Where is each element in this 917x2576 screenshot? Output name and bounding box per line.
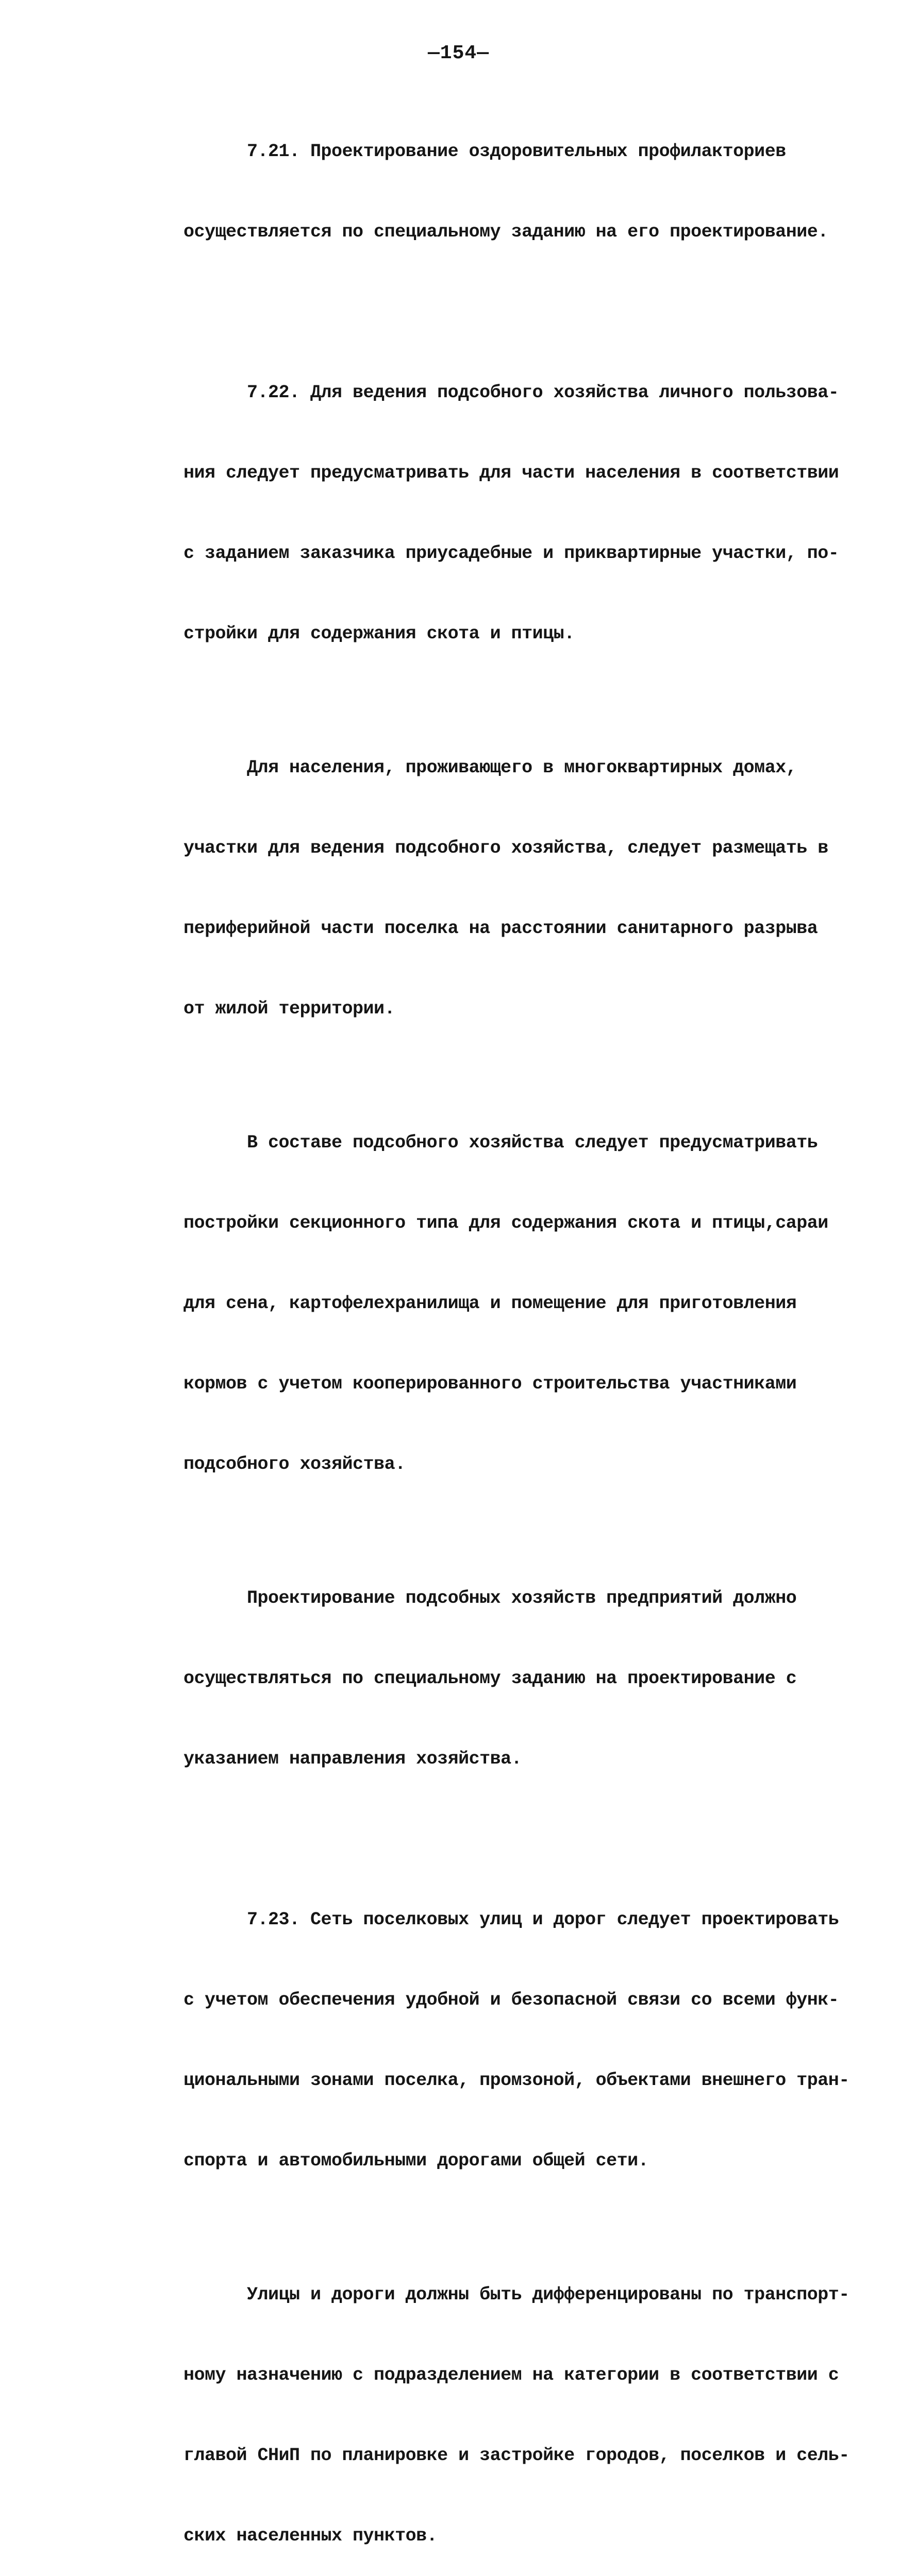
text-line: В составе подсобного хозяйства следует предусматривать — [184, 1132, 818, 1153]
text-line: кормов с учетом кооперированного строительства участниками — [184, 1374, 797, 1394]
text-line: ному назначению с подразделением на категории в соответствии с — [184, 2365, 839, 2385]
text-line: подсобного хозяйства. — [184, 1454, 406, 1475]
section-7-22 — [184, 326, 864, 1826]
text-line: 7.21. Проектирование оздоровительных профилакториев — [184, 141, 786, 162]
paragraph — [184, 1076, 864, 1531]
text-line: постройки секционного типа для содержания скота и птицы,сараи — [184, 1213, 828, 1233]
paragraph — [184, 701, 864, 1076]
page-number: —154— — [427, 42, 490, 64]
document-body — [184, 84, 864, 2576]
text-line: спорта и автомобильными дорогами общей сети. — [184, 2150, 649, 2171]
paragraph — [184, 2228, 864, 2576]
text-line: ния следует предусматривать для части населения в соответствии — [184, 463, 839, 483]
paragraph — [184, 84, 864, 299]
text-line: осуществляться по специальному заданию на проектирование с — [184, 1668, 797, 1689]
text-line: главой СНиП по планировке и застройке городов, поселков и сель- — [184, 2445, 849, 2466]
text-line: 7.23. Сеть поселковых улиц и дорог следует проектировать — [184, 1909, 839, 1930]
text-line: Улицы и дороги должны быть дифференцированы по транспорт- — [184, 2284, 849, 2305]
text-line: указанием направления хозяйства. — [184, 1749, 522, 1769]
text-line: осуществляется по специальному заданию на его проектирование. — [184, 222, 828, 242]
text-line: с заданием заказчика приусадебные и приквартирные участки, по- — [184, 543, 839, 564]
section-7-23 — [184, 1853, 864, 2576]
paragraph — [184, 1531, 864, 1826]
text-line: для сена, картофелехранилища и помещение для приготовления — [184, 1293, 797, 1314]
text-line: ских населенных пунктов. — [184, 2526, 438, 2546]
text-line: Для населения, проживающего в многоквартирных домах, — [184, 757, 797, 778]
text-line: 7.22. Для ведения подсобного хозяйства личного пользова- — [184, 382, 839, 403]
text-line: Проектирование подсобных хозяйств предприятий должно — [184, 1588, 797, 1608]
text-line: с учетом обеспечения удобной и безопасной связи со всеми функ- — [184, 1990, 839, 2010]
text-line: участки для ведения подсобного хозяйства, следует размещать в — [184, 838, 828, 858]
text-line: от жилой территории. — [184, 998, 395, 1019]
text-line: стройки для содержания скота и птицы. — [184, 623, 575, 644]
section-7-21 — [184, 84, 864, 299]
paragraph — [184, 326, 864, 701]
text-line: циональными зонами поселка, промзоной, объектами внешнего тран- — [184, 2070, 849, 2091]
paragraph — [184, 1853, 864, 2228]
text-line: периферийной части поселка на расстоянии санитарного разрыва — [184, 918, 818, 939]
